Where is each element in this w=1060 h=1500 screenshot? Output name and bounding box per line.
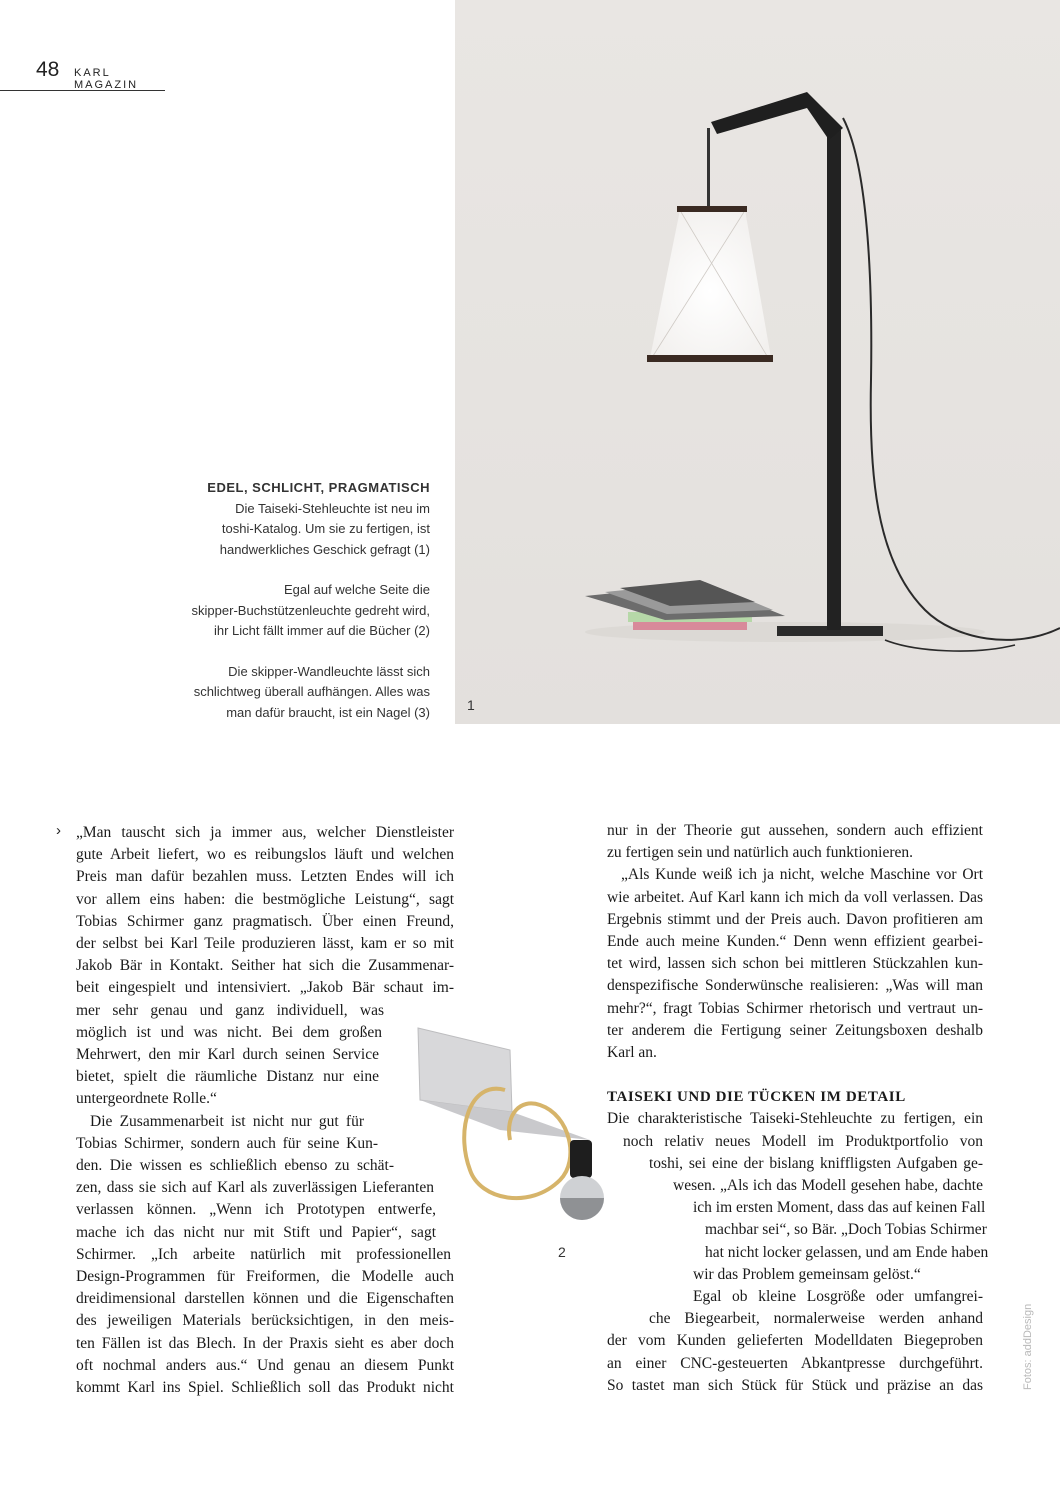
- text-line: Egal ob kleine Losgröße oder umfangrei-: [693, 1288, 983, 1306]
- text-line: Ende auch meine Kunden.“ Denn wenn effizient gearbei-: [607, 933, 983, 951]
- photo-number-2: 2: [558, 1244, 566, 1260]
- caption-1: [150, 478, 430, 560]
- text-line: Design-Programmen für Freiformen, die Modelle auch: [76, 1268, 454, 1286]
- text-line: mache ich das nicht nur mit Stift und Papier“, sagt: [76, 1223, 436, 1241]
- text-line: „Man tauscht sich ja immer aus, welcher Dienstleister: [76, 824, 454, 841]
- text-line: tet wird, lassen sich schon bei mittleren Stückzahlen kun-: [607, 955, 983, 973]
- text-line: Tobias Schirmer ganz pragmatisch. Über einen Freund,: [76, 912, 454, 930]
- text-line: beit eingespielt und intensiviert. „Jakob Bär schaut im-: [76, 979, 454, 997]
- text-line: wie arbeitet. Auf Karl kann ich mich da voll verlassen. Das: [607, 888, 983, 906]
- text-line: zen, dass sie sich auf Karl als zuverlässigen Lieferanten: [76, 1179, 434, 1197]
- caption-1-line-3: handwerkliches Geschick gefragt (1): [219, 541, 430, 557]
- text-line: untergeordnete Rolle.“: [76, 1090, 217, 1108]
- text-line: den. Die wissen es schließlich ebenso zu schät-: [76, 1157, 394, 1175]
- caption-3-line-2: schlichtweg überall aufhängen. Alles was: [193, 684, 430, 699]
- text-line: zu fertigen sein und natürlich auch funktionieren.: [607, 844, 914, 862]
- text-line: vor allem eins haben: die bestmögliche Leistung“, sagt: [76, 890, 454, 908]
- text-line: toshi, sei eine der bislang kniffligsten Aufgaben ge-: [649, 1154, 983, 1172]
- caption-3-line-3: man dafür braucht, ist ein Nagel (3): [226, 704, 430, 720]
- text-line: ter anderem die Fertigung seiner Zeitungsboxen deshalb: [607, 1021, 983, 1039]
- text-line: denspezifische Sonderwünsche realisieren: „Was will man: [607, 977, 983, 995]
- text-line: Die charakteristische Taiseki-Stehleuchte zu fertigen, ein: [607, 1110, 983, 1128]
- text-line: Preis man dafür bezahlen muss. Letzten Endes will ich: [76, 868, 454, 886]
- text-line: des jeweiligen Materials berücksichtigen, in den meis-: [76, 1312, 454, 1330]
- text-line: machbar sei“, so Bär. „Doch Tobias Schirmer: [705, 1221, 987, 1239]
- section-heading: TAISEKI UND DIE TÜCKEN IM DETAIL: [607, 1089, 906, 1106]
- text-line: ich im ersten Moment, dass das auf keinen Fall: [693, 1199, 986, 1217]
- photo-credit: Fotos: addDesign: [1022, 1303, 1034, 1390]
- text-line: mehr?“, fragt Tobias Schirmer rhetorisch und vertraut un-: [607, 999, 983, 1017]
- text-line: gute Arbeit liefert, wo es reibungslos läuft und welchen: [76, 846, 454, 864]
- text-line: Ergebnis stimmt und der Preis auch. Davon profitieren am: [607, 910, 983, 928]
- caption-2-line-1: Egal auf welche Seite die: [284, 582, 430, 597]
- text-line: kommt Karl ins Spiel. Schließlich soll das Produkt nicht: [76, 1379, 454, 1397]
- text-line: Mehrwert, den mir Karl durch seinen Service: [76, 1046, 379, 1064]
- text-line: Die Zusammenarbeit ist nicht nur gut für: [90, 1112, 364, 1130]
- text-line: wir das Problem gemeinsam gelöst.“: [693, 1265, 921, 1283]
- text-line: dreidimensional darstellen können und die Eigenschaften: [76, 1290, 454, 1308]
- text-column-right: [607, 820, 989, 1397]
- text-line: wesen. „Als ich das Modell gesehen habe, dachte: [673, 1177, 983, 1195]
- text-line: So tastet man sich Stück für Stück und präzise an das: [607, 1376, 983, 1394]
- caption-1-line-1: Die Taiseki-Stehleuchte ist neu im: [235, 500, 430, 516]
- left-column-lines: [76, 822, 454, 1399]
- text-line: möglich ist und was nicht. Bei dem großen: [76, 1023, 382, 1041]
- caption-title: EDEL, SCHLICHT, PRAGMATISCH: [207, 480, 430, 495]
- text-line: „Als Kunde weiß ich ja nicht, welche Maschine vor Ort: [621, 866, 983, 884]
- text-line: der vom Kunden gelieferten Modelldaten Biegeproben: [607, 1332, 983, 1350]
- text-line: Karl an.: [607, 1044, 657, 1062]
- floor-lamp-illustration: [455, 0, 1060, 724]
- text-line: Jakob Bär in Kontakt. Seither hat sich die Zusammenar-: [76, 957, 454, 975]
- text-line: nur in der Theorie gut aussehen, sondern auch effizient: [607, 822, 983, 839]
- text-line: Schirmer. „Ich arbeite natürlich mit professionellen: [76, 1245, 451, 1263]
- photo-number-1: 1: [467, 697, 475, 713]
- text-line: oft nochmal anders aus.“ Und genau an diesem Punkt: [76, 1356, 454, 1374]
- caption-2-line-3: ihr Licht fällt immer auf die Bücher (2): [213, 623, 430, 638]
- caption-2: [150, 580, 430, 642]
- photo-captions: [150, 478, 430, 743]
- text-line: bietet, spielt die räumliche Distanz nur eine: [76, 1068, 379, 1086]
- caption-3: [150, 662, 430, 724]
- caption-1-line-2: toshi-Katalog. Um sie zu fertigen, ist: [221, 521, 430, 536]
- text-line: noch relativ neues Modell im Produktportfolio von: [623, 1132, 983, 1150]
- text-line: an einer CNC-gesteuerten Abkantpresse durchgeführt.: [607, 1354, 983, 1372]
- magazine-name: KARL MAGAZIN: [74, 67, 139, 91]
- caption-2-line-2: skipper-Buchstützenleuchte gedreht wird,: [191, 602, 430, 618]
- page-header: [0, 58, 165, 91]
- continue-arrow-icon: ›: [56, 822, 61, 839]
- text-line: Tobias Schirmer, sondern auch für seine Kun-: [76, 1134, 378, 1152]
- text-line: verlassen können. „Wenn ich Prototypen entwerfe,: [76, 1201, 436, 1219]
- text-line: che Biegearbeit, normalerweise werden anhand: [649, 1310, 983, 1328]
- photo-floor-lamp: [455, 0, 1060, 724]
- caption-3-line-1: Die skipper-Wandleuchte lässt sich: [228, 663, 430, 679]
- page-number: 48: [36, 58, 60, 81]
- text-column-left: [76, 822, 454, 1399]
- text-line: mer sehr genau und ganz individuell, was: [76, 1001, 384, 1019]
- text-line: hat nicht locker gelassen, und am Ende haben: [705, 1243, 989, 1261]
- text-line: der selbst bei Karl Teile produzieren lässt, kam er so mit: [76, 935, 454, 953]
- text-line: ten Fällen ist das Blech. In der Praxis sieht es aber doch: [76, 1334, 454, 1352]
- right-column-lines-bottom: [607, 1108, 989, 1397]
- right-column-lines-top: [607, 820, 983, 1064]
